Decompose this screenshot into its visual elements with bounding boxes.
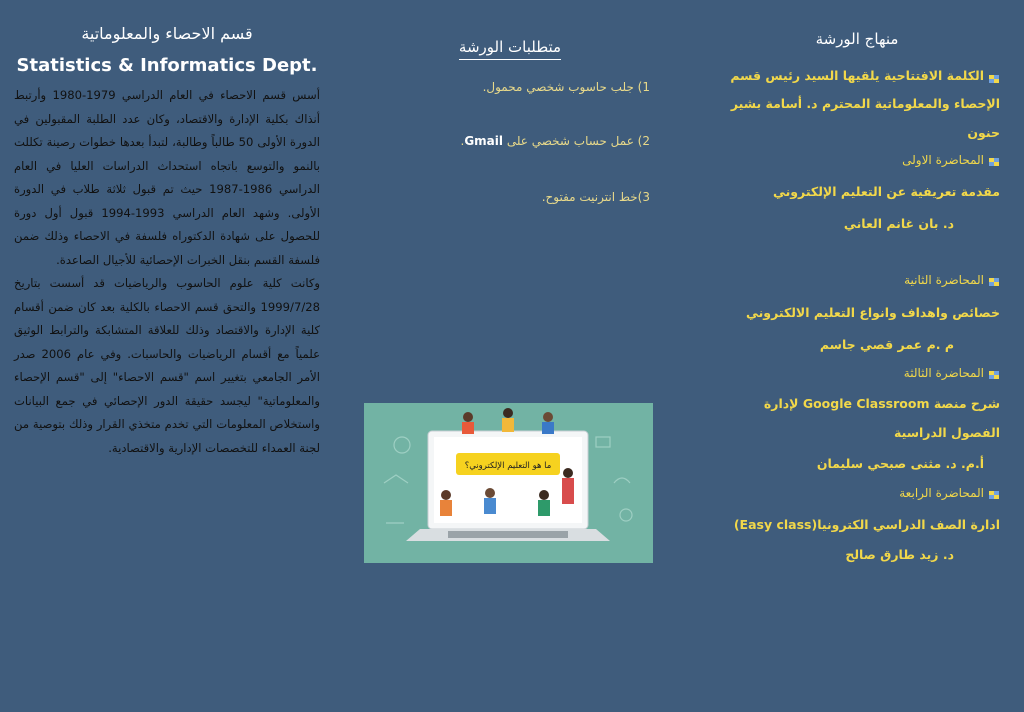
bullet-icon <box>988 369 1000 379</box>
workshop-agenda-column <box>690 0 1024 712</box>
bullet-icon <box>988 276 1000 286</box>
requirement-2: 2) عمل حساب شخصي على Gmail. <box>460 134 650 148</box>
department-title-english: Statistics & Informatics Dept. <box>16 55 318 76</box>
bullet-icon <box>988 156 1000 166</box>
lecture-3-speaker: أ.م. د. مثنى صبحي سليمان <box>816 456 984 471</box>
opening-line-3: حنون <box>967 125 1000 140</box>
lecture-3-heading: المحاضرة الثالثة <box>704 366 1000 380</box>
department-title-arabic: قسم الاحصاء والمعلوماتية <box>81 24 253 43</box>
lecture-2-title: خصائص واهداف وانواع التعليم الالكتروني <box>745 305 1000 320</box>
lecture-3-title-line-2: الفصول الدراسية <box>894 425 1000 440</box>
lecture-2-speaker: م .م عمر قصي جاسم <box>819 337 954 352</box>
requirements-title: متطلبات الورشة <box>340 38 680 56</box>
agenda-title: منهاج الورشة <box>815 30 899 48</box>
lecture-4-speaker: د. زيد طارق صالح <box>845 547 954 562</box>
department-history-paragraph-1: أسس قسم الاحصاء في العام الدراسي 1979-1980 وأرتبط أنذاك بكلية الإدارة والاقتصاد، وكان عدد الطلبة المقبولين في الدورة الأولى 50 طالباً وطالبة، لتبدأ بعدها خطوات رصينة تكللت بالنمو والتوسع باتجاه استحداث الدراسات العليا في العام الدراسي 1986-1987 حيث تم قبول ثلاثة طلاب في الدورة الأولى. وشهد العام الدراسي 1993-1994 قبول أول دورة للحصول على شهادة الدكتوراه فلسفة في الاحصاء وذلك ضمن فلسفة القسم بنقل الخبرات الإحصائية للأجيال الصاعدة. <box>14 88 320 267</box>
requirement-3: 3)خط انترنيت مفتوح. <box>541 190 650 204</box>
lecture-2-heading: المحاضرة الثانية <box>704 273 1000 287</box>
elearning-illustration <box>364 403 653 563</box>
requirements-column <box>340 0 680 712</box>
lecture-4-title: ادارة الصف الدراسي الكترونيا(Easy class) <box>733 517 1000 532</box>
lecture-3-title-line-1: شرح منصة Google Classroom لإدارة <box>763 396 1000 411</box>
opening-line-1: الكلمة الافتتاحية يلقيها السيد رئيس قسم <box>704 68 1000 83</box>
lecture-1-speaker: د. بان غانم العاني <box>843 216 954 231</box>
department-column <box>0 0 332 712</box>
opening-line-2: الإحصاء والمعلوماتية المحترم د. أسامة بشير <box>730 96 1000 111</box>
lecture-1-title: مقدمة تعريفية عن التعليم الإلكتروني <box>772 184 1000 199</box>
lecture-1-heading: المحاضرة الاولى <box>704 153 1000 167</box>
bullet-icon <box>988 489 1000 499</box>
lecture-4-heading: المحاضرة الرابعة <box>704 486 1000 500</box>
department-history-paragraph-2: وكانت كلية علوم الحاسوب والرياضيات قد أسست بتاريخ 1999/7/28 والتحق قسم الاحصاء بالكلية بعد كان ضمن أقسام كلية الإدارة والاقتصاد وذلك للعلاقة المتشابكة والترابط الوثيق علمياً مع أقسام الرياضيات والحاسبات. وفي عام 2006 صدر الأمر الجامعي بتغيير اسم "قسم الاحصاء" إلى "قسم الإحصاء والمعلوماتية" ليجسد حقيقة الدور الإحصائي في جمع البيانات واستخلاص المعلومات التي تخدم متخذي القرار وذلك بتوصية من لجنة العمداء للتخصصات الإدارية والاقتصادية. <box>14 276 320 455</box>
requirement-1: 1) جلب حاسوب شخصي محمول. <box>482 80 650 94</box>
bullet-icon <box>988 72 1000 82</box>
illustration-caption: ما هو التعليم الإلكتروني؟ <box>464 461 552 471</box>
